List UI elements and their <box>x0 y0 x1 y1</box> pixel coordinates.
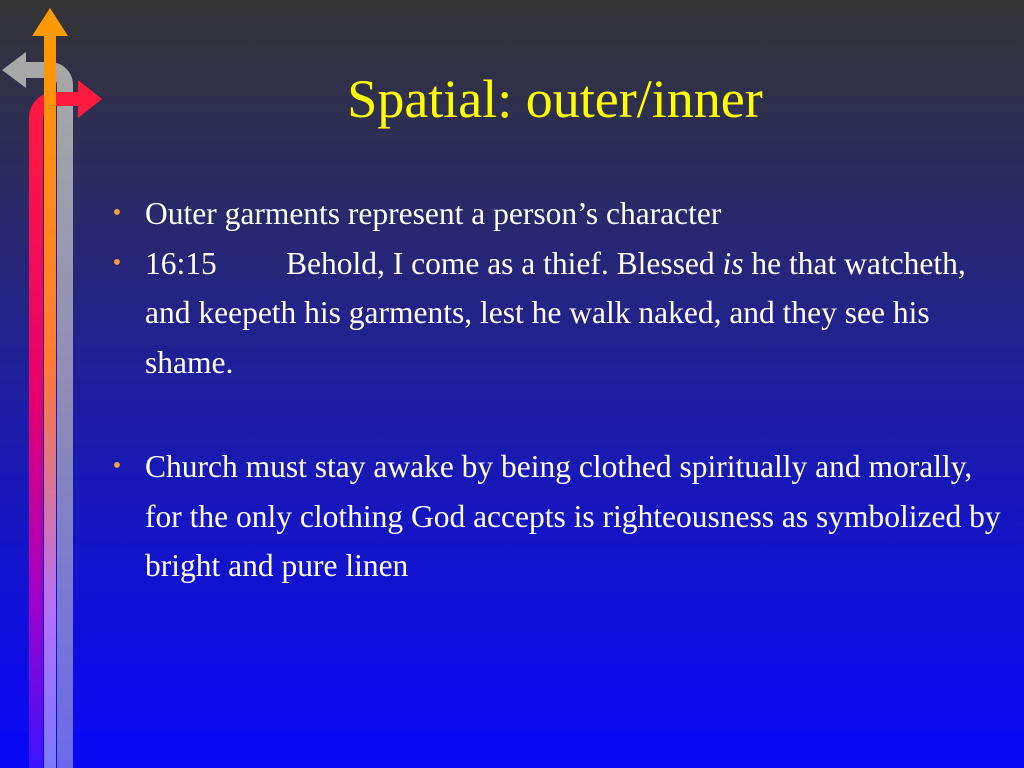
slide-bottom-band <box>0 732 1024 768</box>
arrows-graphic <box>0 0 110 768</box>
slide-title: Spatial: outer/inner <box>347 69 763 129</box>
bullet-item-verse <box>105 239 1005 388</box>
bullet-dot-icon: • <box>112 249 122 276</box>
verse-text-end: he that watcheth, and keepeth his garments, lest he walk naked, and they see his shame. <box>145 245 966 380</box>
bullet-text: Church must stay awake by being clothed spiritually and morally, for the only clothing God accepts is righteousness as symbolized by bright and pure linen <box>145 449 1001 583</box>
bullet-dot-icon: • <box>112 200 122 226</box>
bullet-item <box>105 189 1005 239</box>
bullet-text: Outer garments represent a person’s character <box>145 196 722 231</box>
verse-reference: 16:15 <box>145 245 217 281</box>
bullet-dot-icon: • <box>112 453 122 479</box>
verse-text-start: Behold, I come as a thief. Blessed <box>286 245 723 281</box>
bullet-item <box>105 442 1005 591</box>
bullet-list <box>105 189 1005 591</box>
verse-italic-word: is <box>722 245 744 281</box>
